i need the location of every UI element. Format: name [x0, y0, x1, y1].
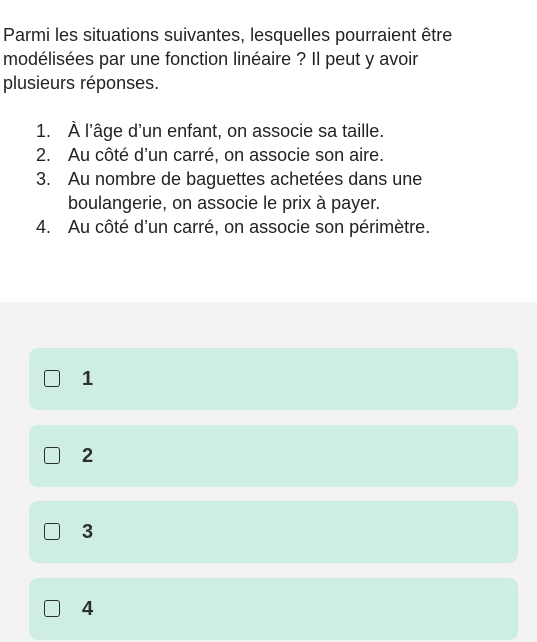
checkbox[interactable] — [44, 600, 60, 617]
question-prompt — [3, 23, 537, 95]
question-panel — [0, 0, 537, 302]
situation-text: Au nombre de baguettes achetées dans une boulangerie, on associe le prix à payer. — [68, 169, 423, 213]
answer-option-3[interactable] — [29, 501, 518, 563]
situation-item — [36, 167, 516, 215]
answer-option-4[interactable] — [29, 578, 518, 640]
situation-text: Au côté d’un carré, on associe son aire. — [68, 145, 385, 165]
answer-option-1[interactable] — [29, 348, 518, 410]
situation-item — [36, 215, 516, 239]
answer-option-label: 3 — [82, 521, 94, 543]
question-prompt-line: Parmi les situations suivantes, lesquelles pourraient être — [3, 25, 453, 45]
situations-list — [36, 119, 516, 239]
situation-text: À l’âge d’un enfant, on associe sa taille. — [68, 121, 385, 141]
checkbox[interactable] — [44, 447, 60, 464]
answer-option-label: 4 — [82, 598, 94, 620]
situation-number: 3. — [36, 169, 52, 189]
answer-option-label: 1 — [82, 368, 94, 390]
checkbox[interactable] — [44, 523, 60, 540]
situation-text: Au côté d’un carré, on associe son périmètre. — [68, 217, 431, 237]
situation-number: 4. — [36, 217, 52, 237]
answer-option-label: 2 — [82, 445, 94, 467]
question-prompt-line: plusieurs réponses. — [3, 73, 160, 93]
checkbox[interactable] — [44, 370, 60, 387]
situation-number: 1. — [36, 121, 52, 141]
question-prompt-line: modélisées par une fonction linéaire ? Il peut y avoir — [3, 49, 419, 69]
situation-item — [36, 119, 516, 143]
answer-option-2[interactable] — [29, 425, 518, 487]
situation-number: 2. — [36, 145, 52, 165]
situation-item — [36, 143, 516, 167]
answer-options-panel — [0, 302, 537, 642]
